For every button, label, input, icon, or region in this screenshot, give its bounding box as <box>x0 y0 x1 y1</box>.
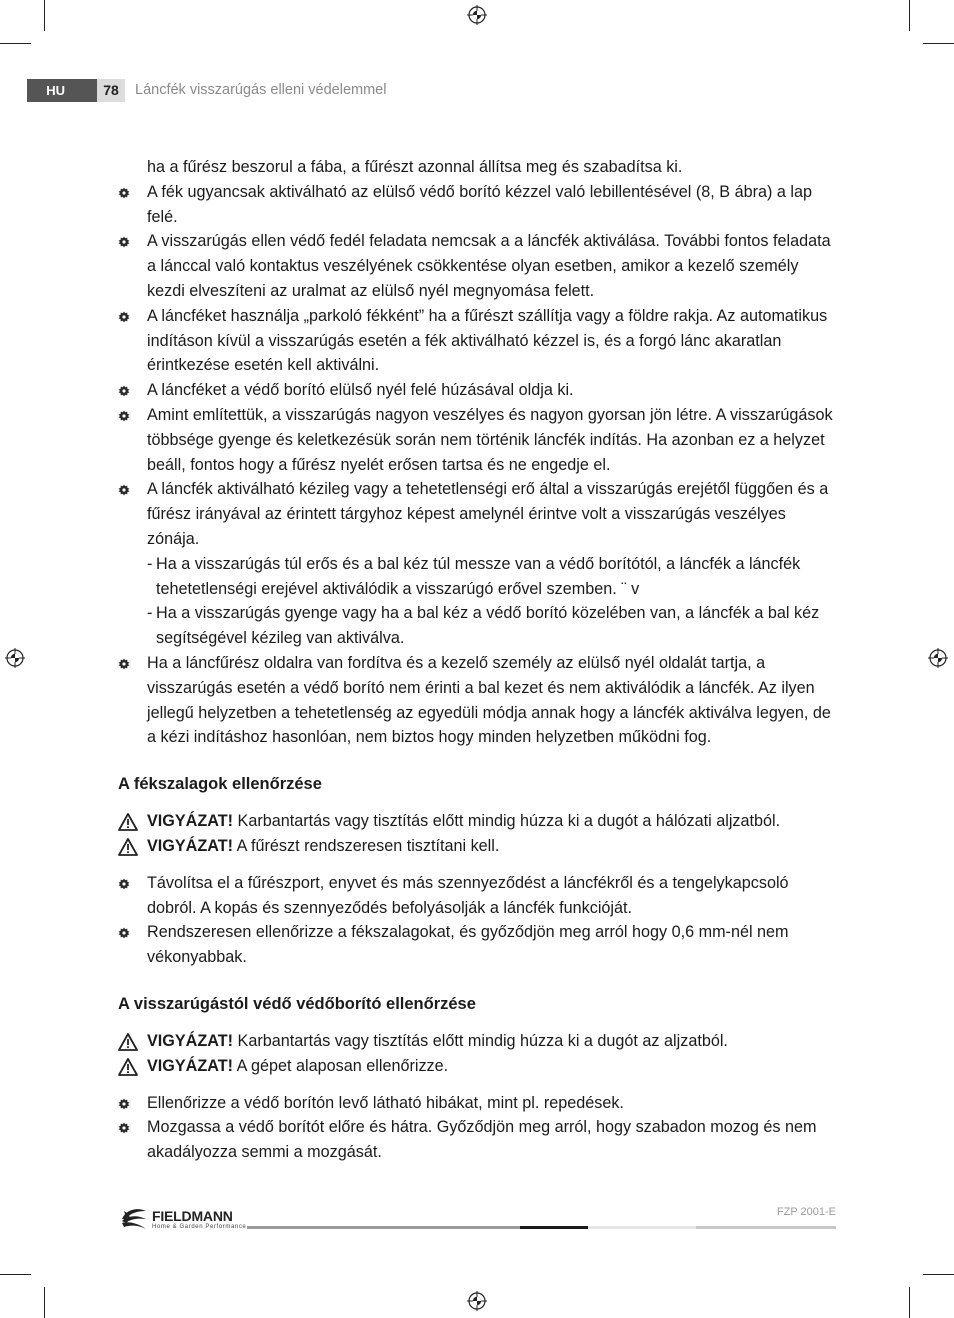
crop-mark <box>0 43 31 44</box>
registration-mark-icon <box>928 648 948 668</box>
footer-line <box>520 1226 588 1229</box>
bullet-text: A visszarúgás ellen védő fedél feladata nemcsak a a láncfék aktiválása. További fontos feladata a lánccal való kontaktus veszélyének csökkentése olyan esetben, amikor a kezelő személy kezdi elveszíteni az uralmat az elülső nyél megnyomása felett. <box>147 232 831 300</box>
header-title: Láncfék visszarúgás elleni védelemmel <box>135 82 387 98</box>
list-item <box>118 1091 838 1116</box>
page-number: 78 <box>97 79 125 102</box>
bullet-text: Ha a láncfűrész oldalra van fordítva és a kezelő személy az elülső nyél oldalát tartja, a visszarúgás esetén a védő borító nem érinti a bal kezet és nem aktiválódik a láncfék. Az ilyen jellegű helyzetben a tehetetlenség az egyedüli módja annak hogy a láncfék aktiválva legyen, de a kézi indításhoz hasonlóan, nem biztos hogy minden helyzetben működni fog. <box>147 653 831 747</box>
bullet-text: Rendszeresen ellenőrizze a fékszalagokat, és győződjön meg arról hogy 0,6 mm-nél nem vékonyabbak. <box>147 923 789 967</box>
gear-bullet-icon <box>118 311 130 323</box>
dash-text: Ha a visszarúgás túl erős és a bal kéz túl messze van a védő borítótól, a láncfék a láncfék tehetetlenségi erejével aktiválódik a visszarúgó erővel szemben. ¨ v <box>156 554 801 598</box>
warning-line <box>118 809 838 834</box>
list-item <box>118 1115 838 1165</box>
bullet-text: A láncféket használja „parkoló fékként” ha a fűrészt szállítja vagy a földre rakja. Az automatikus indításon kívül a visszarúgás esetén a fék aktiválható kézzel is, és a forgó lánc akaratlan érintkezése esetén kell aktiválni. <box>147 306 828 375</box>
warning-triangle-icon <box>118 838 138 856</box>
dash-marker: - <box>147 604 153 623</box>
warning-text: A gépet alaposan ellenőrizze. <box>236 1056 449 1075</box>
crop-mark <box>44 0 45 31</box>
list-item <box>118 871 838 921</box>
gear-bullet-icon <box>118 484 130 496</box>
crop-mark <box>44 1287 45 1318</box>
warning-triangle-icon <box>118 1058 138 1076</box>
warning-line <box>118 834 838 859</box>
footer-line <box>247 1226 520 1229</box>
bullet-text: A láncféket a védő borító elülső nyél felé húzásával oldja ki. <box>147 381 574 400</box>
gear-bullet-icon <box>118 927 130 939</box>
warning-label: VIGYÁZAT! <box>147 812 234 831</box>
page-content <box>118 155 838 1165</box>
gear-bullet-icon <box>118 187 130 199</box>
crop-mark <box>909 0 910 31</box>
dash-item <box>118 601 838 651</box>
dash-marker: - <box>147 554 153 573</box>
warning-label: VIGYÁZAT! <box>147 1056 234 1075</box>
list-item <box>118 180 838 230</box>
dash-text: Ha a visszarúgás gyenge vagy ha a bal kéz a védő borító közelében van, a láncfék a bal kéz segítségével kézileg van aktiválva. <box>156 604 820 648</box>
bullet-text: Amint említettük, a visszarúgás nagyon veszélyes és nagyon gyorsan jön létre. A visszarúgások többsége gyenge és keletkezésük során nem történik láncfék indítás. Ha azonban ez a helyzet beáll, fontos hogy a fűrész nyelét erősen tartsa és ne engedje el. <box>147 405 833 474</box>
registration-mark-icon <box>5 648 25 668</box>
list-item <box>118 403 838 477</box>
warning-text: Karbantartás vagy tisztítás előtt mindig húzza ki a dugót az aljzatból. <box>237 1031 728 1050</box>
gear-bullet-icon <box>118 385 130 397</box>
footer-line <box>588 1226 696 1229</box>
bullet-text: A fék ugyancsak aktiválható az elülső védő borító kézzel való lebillentésével (8, B ábra) a lap felé. <box>147 182 812 226</box>
model-number: FZP 2001-E <box>776 1206 836 1218</box>
section-heading: A visszarúgástól védő védőborító ellenőrzése <box>118 994 476 1013</box>
registration-mark-icon <box>467 1291 487 1311</box>
list-item <box>118 651 838 750</box>
gear-bullet-icon <box>118 1122 130 1134</box>
gear-bullet-icon <box>118 878 130 890</box>
warning-triangle-icon <box>118 813 138 831</box>
brand-name: FIELDMANN <box>152 1208 233 1224</box>
bullet-text: Ellenőrizze a védő borítón levő látható hibákat, mint pl. repedések. <box>147 1093 624 1112</box>
fieldmann-logo-icon <box>118 1203 150 1235</box>
list-item <box>118 378 838 403</box>
warning-text: A fűrészt rendszeresen tisztítani kell. <box>236 836 500 855</box>
list-item <box>118 477 838 551</box>
gear-bullet-icon <box>118 1098 130 1110</box>
gear-bullet-icon <box>118 410 130 422</box>
list-item <box>118 920 838 970</box>
dash-item <box>118 552 838 602</box>
intro-line: ha a fűrész beszorul a fába, a fűrészt azonnal állítsa meg és szabadítsa ki. <box>147 158 683 176</box>
gear-bullet-icon <box>118 236 130 248</box>
bullet-text: A láncfék aktiválható kézileg vagy a tehetetlenségi erő által a visszarúgás erejétől függően és a fűrész irányával az érintett tárgyhoz képest amelynél érintve volt a visszarúgás veszélyes zónája. <box>147 480 829 548</box>
warning-line <box>118 1054 838 1079</box>
bullet-text: Távolítsa el a fűrészport, enyvet és más szennyeződést a láncfékről és a tengelykapcsoló dobról. A kopás és szennyeződés befolyásolják a láncfék funkcióját. <box>147 873 789 917</box>
footer-line <box>696 1226 836 1229</box>
warning-label: VIGYÁZAT! <box>147 1031 234 1050</box>
crop-mark <box>923 43 954 44</box>
list-item <box>118 229 838 303</box>
registration-mark-icon <box>467 5 487 25</box>
header-lang: HU <box>46 83 65 98</box>
bullet-text: Mozgassa a védő borítót előre és hátra. Győződjön meg arról, hogy szabadon mozog és nem akadályozza semmi a mozgását. <box>147 1118 817 1162</box>
warning-line <box>118 1029 838 1054</box>
section-heading: A fékszalagok ellenőrzése <box>118 775 322 794</box>
brand-subtitle: Home & Garden Performance <box>152 1224 247 1230</box>
crop-mark <box>909 1287 910 1318</box>
warning-text: Karbantartás vagy tisztítás előtt mindig húzza ki a dugót a hálózati aljzatból. <box>237 812 781 831</box>
crop-mark <box>923 1274 954 1275</box>
warning-label: VIGYÁZAT! <box>147 836 234 855</box>
list-item <box>118 304 838 378</box>
gear-bullet-icon <box>118 658 130 670</box>
warning-triangle-icon <box>118 1033 138 1051</box>
crop-mark <box>0 1274 31 1275</box>
